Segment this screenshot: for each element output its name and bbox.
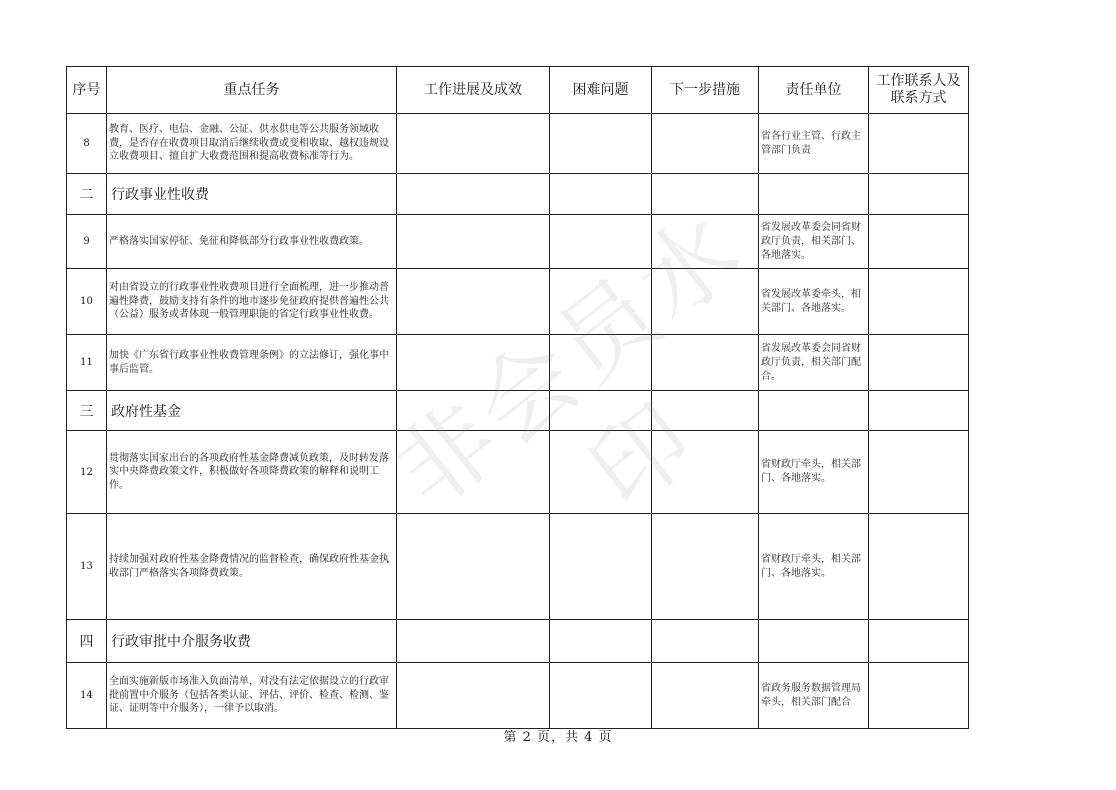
empty-cell	[869, 391, 969, 431]
section-number: 四	[67, 620, 107, 663]
contact-cell	[869, 514, 969, 620]
difficulty-cell	[550, 269, 652, 335]
row-number: 8	[67, 114, 107, 174]
header-row	[67, 67, 969, 114]
difficulty-cell	[550, 215, 652, 269]
progress-cell	[397, 514, 550, 620]
section-number: 二	[67, 174, 107, 215]
next-step-cell	[652, 335, 759, 391]
task-text: 教育、医疗、电信、金融、公证、供水供电等公共服务领域收费，是否存在收费项目取消后继续收费或变相收取、越权违规设立收费项目、擅自扩大收费范围和提高收费标准等行为。	[107, 114, 397, 174]
next-step-cell	[652, 114, 759, 174]
responsible-unit: 省发展改革委会同省财政厅负责，相关部门、各地落实。	[759, 215, 869, 269]
empty-cell	[652, 174, 759, 215]
empty-cell	[397, 391, 550, 431]
difficulty-cell	[550, 663, 652, 729]
next-step-cell	[652, 663, 759, 729]
task-text: 加快《广东省行政事业性收费管理条例》的立法修订，强化事中事后监管。	[107, 335, 397, 391]
empty-cell	[759, 391, 869, 431]
progress-cell	[397, 215, 550, 269]
progress-cell	[397, 114, 550, 174]
empty-cell	[652, 620, 759, 663]
empty-cell	[397, 174, 550, 215]
section-row	[67, 174, 969, 215]
contact-cell	[869, 663, 969, 729]
col-progress: 工作进展及成效	[397, 67, 550, 114]
empty-cell	[397, 620, 550, 663]
empty-cell	[550, 391, 652, 431]
next-step-cell	[652, 215, 759, 269]
contact-cell	[869, 114, 969, 174]
table-row	[67, 663, 969, 729]
difficulty-cell	[550, 335, 652, 391]
task-text: 持续加强对政府性基金降费情况的监督检查，确保政府性基金执收部门严格落实各项降费政策。	[107, 514, 397, 620]
progress-cell	[397, 663, 550, 729]
row-number: 12	[67, 431, 107, 514]
empty-cell	[869, 620, 969, 663]
table-row	[67, 269, 969, 335]
row-number: 13	[67, 514, 107, 620]
row-number: 10	[67, 269, 107, 335]
empty-cell	[550, 174, 652, 215]
difficulty-cell	[550, 114, 652, 174]
next-step-cell	[652, 514, 759, 620]
task-text: 严格落实国家停征、免征和降低部分行政事业性收费政策。	[107, 215, 397, 269]
contact-cell	[869, 335, 969, 391]
col-seq: 序号	[67, 67, 107, 114]
table-row	[67, 114, 969, 174]
contact-cell	[869, 269, 969, 335]
row-number: 11	[67, 335, 107, 391]
empty-cell	[869, 174, 969, 215]
next-step-cell	[652, 269, 759, 335]
table-row	[67, 335, 969, 391]
difficulty-cell	[550, 514, 652, 620]
col-task: 重点任务	[107, 67, 397, 114]
row-number: 14	[67, 663, 107, 729]
responsible-unit: 省财政厅牵头，相关部门、各地落实。	[759, 514, 869, 620]
progress-cell	[397, 335, 550, 391]
task-table	[66, 66, 969, 729]
section-title: 政府性基金	[107, 391, 397, 431]
empty-cell	[759, 174, 869, 215]
col-contact: 工作联系人及联系方式	[869, 67, 969, 114]
page-footer: 第 2 页，共 4 页	[503, 730, 613, 745]
task-text: 全面实施新版市场准入负面清单，对没有法定依据设立的行政审批前置中介服务（包括各类认证、评估、评价、检查、检测、鉴证、证明等中介服务），一律予以取消。	[107, 663, 397, 729]
empty-cell	[652, 391, 759, 431]
responsible-unit: 省发展改革委会同省财政厅负责，相关部门配合。	[759, 335, 869, 391]
progress-cell	[397, 431, 550, 514]
responsible-unit: 省发展改革委牵头，相关部门、各地落实。	[759, 269, 869, 335]
contact-cell	[869, 431, 969, 514]
table-row	[67, 514, 969, 620]
section-title: 行政审批中介服务收费	[107, 620, 397, 663]
section-row	[67, 391, 969, 431]
difficulty-cell	[550, 431, 652, 514]
col-difficulty: 困难问题	[550, 67, 652, 114]
col-next-step: 下一步措施	[652, 67, 759, 114]
next-step-cell	[652, 431, 759, 514]
table-row	[67, 431, 969, 514]
contact-cell	[869, 215, 969, 269]
section-title: 行政事业性收费	[107, 174, 397, 215]
responsible-unit: 省各行业主管、行政主管部门负责	[759, 114, 869, 174]
task-text: 贯彻落实国家出台的各项政府性基金降费减负政策，及时转发落实中央降费政策文件，积极做好各项降费政策的解释和说明工作。	[107, 431, 397, 514]
task-text: 对由省设立的行政事业性收费项目进行全面梳理，进一步推动普遍性降费，鼓励支持有条件的地市逐步免征政府提供普遍性公共（公益）服务或者体现一般管理职能的省定行政事业性收费。	[107, 269, 397, 335]
empty-cell	[550, 620, 652, 663]
responsible-unit: 省政务服务数据管理局牵头，相关部门配合	[759, 663, 869, 729]
row-number: 9	[67, 215, 107, 269]
responsible-unit: 省财政厅牵头，相关部门、各地落实。	[759, 431, 869, 514]
col-responsible: 责任单位	[759, 67, 869, 114]
table-row	[67, 215, 969, 269]
section-number: 三	[67, 391, 107, 431]
watermark: 非会员水印	[374, 190, 766, 531]
progress-cell	[397, 269, 550, 335]
empty-cell	[759, 620, 869, 663]
section-row	[67, 620, 969, 663]
